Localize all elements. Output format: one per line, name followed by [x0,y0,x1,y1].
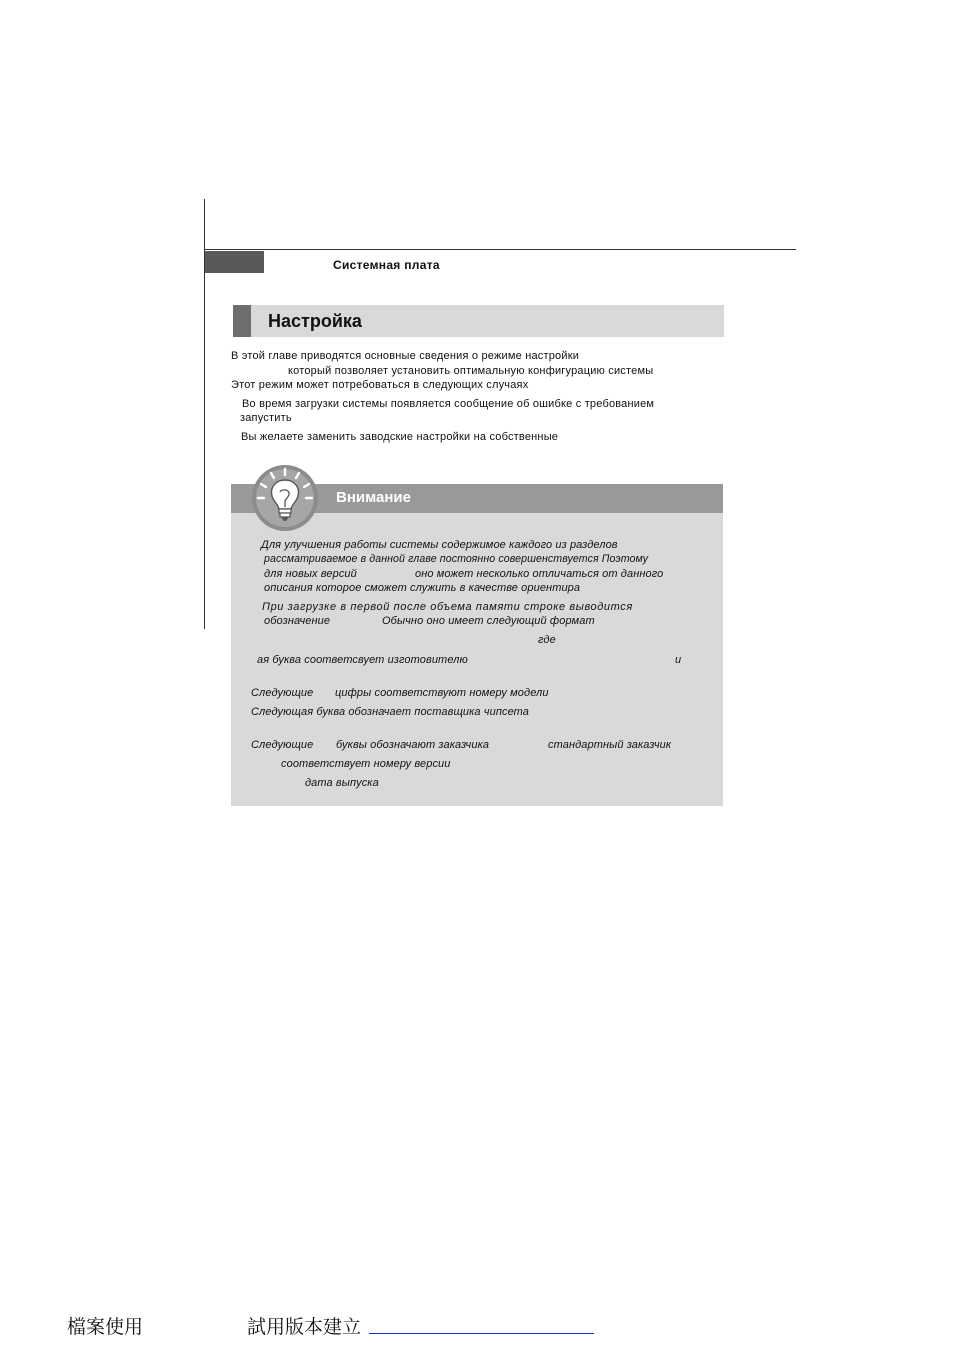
section-title: Настройка [268,311,362,331]
note-p4: Следующая буква обозначает поставщика чипсета [251,706,530,718]
note-p1-line-2: рассматриваемое в данной главе постоянно совершенствуется Поэтому [264,553,649,565]
note-p7: дата выпуска [305,777,379,789]
note-p2-where: где [538,634,556,646]
header-rule [204,249,796,250]
note-p3a: Следующие [251,687,314,699]
chapter-tab [205,251,264,273]
note-p5b: буквы обозначают заказчика [336,739,490,751]
note-p3b: цифры соответствуют номеру модели [335,687,549,699]
note-p1-line-3a: для новых версий [264,568,357,580]
footer-left-text: 檔案使用 [67,1316,144,1338]
section-title-bar [233,305,724,337]
bullet-2: Вы желаете заменить заводские настройки на собственные [241,431,559,443]
running-header: Системная плата [333,258,440,272]
note-p2-line-1: При загрузке в первой после объема памяти строке выводится [262,601,633,613]
title-accent [233,305,251,337]
lightbulb-icon [251,463,319,533]
note-p2-line-3a: ая буква соответсвует изготовителю [257,654,468,666]
bullet-1-line-1: Во время загрузки системы появляется сообщение об ошибке с требованием [242,398,655,410]
footer-right-text: 試用版本建立 [247,1316,362,1338]
note-p1-line-1: Для улучшения работы системы содержимое каждого из разделов [261,539,618,551]
note-p1-line-4: описания которое сможет служить в качестве ориентира [264,582,581,594]
note-p5a: Следующие [251,739,314,751]
note-p2-line-2b: Обычно оно имеет следующий формат [382,615,595,627]
footer-link-underline[interactable] [369,1333,594,1334]
intro-line-3: Этот режим может потребоваться в следующих случаях [231,379,529,391]
bullet-1-line-2: запустить [240,412,292,424]
note-p2-line-3b: и [675,654,682,666]
note-p5c: стандартный заказчик [548,739,672,751]
note-p2-line-2a: обозначение [264,615,331,627]
note-p6: соответствует номеру версии [281,758,451,770]
intro-line-1: В этой главе приводятся основные сведения о режиме настройки [231,350,580,362]
note-title: Внимание [336,489,411,506]
intro-line-2: который позволяет установить оптимальную конфигурацию системы [288,365,654,377]
note-p1-line-3b: оно может несколько отличаться от данного [415,568,664,580]
